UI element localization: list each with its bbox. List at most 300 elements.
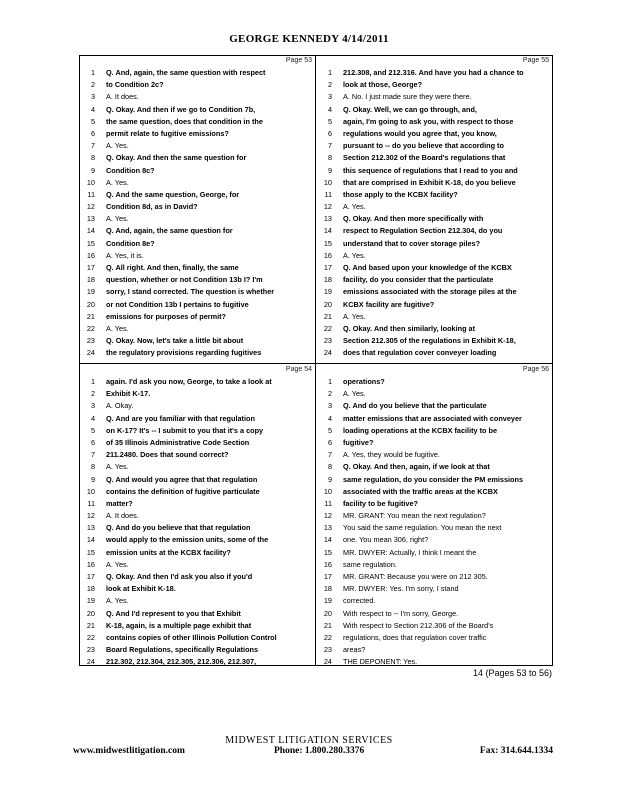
line-text: A. Yes.: [106, 559, 129, 569]
line-text: A. Yes, it is.: [106, 250, 144, 260]
line-number: 21: [323, 311, 332, 321]
line-text: Q. And do you believe that that regulation: [106, 523, 251, 533]
line-number: 18: [86, 275, 95, 285]
transcript-line: [316, 299, 553, 311]
line-text: emission units at the KCBX facility?: [106, 547, 231, 557]
line-text: Q. And are you familiar with that regulation: [106, 413, 255, 423]
line-number: 2: [327, 80, 332, 90]
transcript-line: [316, 413, 553, 425]
transcript-line: [79, 189, 316, 201]
line-text: one. You mean 306, right?: [343, 535, 429, 545]
line-number: 10: [323, 177, 332, 187]
transcript-line: [79, 437, 316, 449]
transcript-line: [316, 177, 553, 189]
line-text: facility to be fugitive?: [343, 498, 419, 508]
line-text: Q. Okay. And then I'd ask you also if you'd: [106, 572, 253, 581]
transcript-line: [79, 559, 316, 571]
line-text: Q. Okay. Well, we can go through, and,: [343, 104, 477, 114]
line-text: this sequence of regulations that I read to you and: [343, 165, 518, 175]
line-text: Q. And I'd represent to you that Exhibit: [106, 608, 241, 618]
line-text: A. Yes.: [106, 323, 129, 333]
transcript-line: [316, 376, 553, 388]
transcript-line: [316, 262, 553, 274]
line-number: 4: [90, 413, 95, 423]
transcript-line: [316, 461, 553, 473]
line-number: 16: [86, 250, 95, 260]
line-number: 2: [90, 389, 95, 399]
line-number: 19: [86, 287, 95, 297]
line-number: 15: [323, 547, 332, 557]
transcript-line: [316, 498, 553, 510]
line-number: 22: [323, 323, 332, 333]
transcript-line: [79, 116, 316, 128]
line-number: 11: [87, 189, 95, 199]
line-text: Exhibit K-17.: [106, 389, 151, 399]
transcript-line: [316, 311, 553, 323]
line-text: corrected.: [343, 596, 376, 606]
line-text: the regulatory provisions regarding fugitives: [106, 348, 262, 358]
line-number: 9: [90, 165, 95, 175]
line-number: 7: [327, 141, 332, 151]
line-text: those apply to the KCBX facility?: [343, 189, 458, 199]
line-text: A. Yes.: [343, 389, 366, 399]
transcript-line: [316, 644, 553, 656]
transcript-line: [79, 534, 316, 546]
transcript-line: [79, 376, 316, 388]
transcript-line: [79, 311, 316, 323]
transcript-line: [316, 437, 553, 449]
line-number: 14: [86, 535, 95, 545]
line-number: 23: [323, 336, 332, 346]
line-text: 212.302, 212.304, 212.305, 212.306, 212.307,: [106, 657, 257, 667]
line-number: 13: [86, 523, 95, 533]
transcript-line: [316, 534, 553, 546]
line-number: 8: [327, 462, 332, 472]
line-number: 3: [90, 92, 95, 102]
line-number: 17: [86, 263, 95, 272]
transcript-line: [316, 388, 553, 400]
line-text: would apply to the emission units, some of the: [106, 535, 269, 545]
line-number: 24: [86, 657, 95, 667]
transcript-line: [316, 547, 553, 559]
line-number: 15: [86, 547, 95, 557]
transcript-line: [79, 474, 316, 486]
line-text: operations?: [343, 377, 385, 386]
line-text: permit relate to fugitive emissions?: [106, 128, 229, 138]
transcript-line: [79, 595, 316, 607]
transcript-line: [79, 128, 316, 140]
line-text: pursuant to -- do you believe that according to: [343, 141, 504, 151]
transcript-line: [316, 165, 553, 177]
transcript-line: [79, 140, 316, 152]
website-link[interactable]: www.midwestlitigation.com: [73, 746, 185, 756]
line-number: 5: [90, 425, 95, 435]
transcript-line: [79, 461, 316, 473]
line-number: 10: [86, 486, 95, 496]
line-number: 1: [327, 377, 332, 386]
transcript-line: [316, 91, 553, 103]
line-number: 13: [323, 523, 332, 533]
line-number: 8: [90, 462, 95, 472]
transcript-line: [79, 335, 316, 347]
transcript-line: [79, 620, 316, 632]
transcript-line: [316, 510, 553, 522]
line-number: 3: [327, 401, 332, 411]
line-text: A. Yes.: [106, 214, 129, 224]
transcript-line: [79, 425, 316, 437]
transcript-line: [79, 498, 316, 510]
transcript-line: [79, 299, 316, 311]
line-text: respect to Regulation Section 212.304, do you: [343, 226, 503, 236]
line-text: associated with the traffic areas at the KCBX: [343, 486, 498, 496]
line-number: 11: [87, 498, 95, 508]
transcript-line: [316, 323, 553, 335]
line-text: look at those, George?: [343, 80, 423, 90]
line-number: 22: [86, 632, 95, 642]
line-number: 24: [323, 348, 332, 358]
line-text: Q. And the same question, George, for: [106, 189, 240, 199]
line-text: matter emissions that are associated with conveyer: [343, 413, 522, 423]
transcript-line: [316, 79, 553, 91]
line-number: 9: [327, 474, 332, 484]
line-number: 20: [323, 299, 332, 309]
line-text: You said the same regulation. You mean the next: [343, 523, 502, 533]
transcript-line: [316, 104, 553, 116]
line-number: 22: [86, 323, 95, 333]
line-number: 8: [90, 153, 95, 163]
line-number: 4: [327, 104, 332, 114]
line-text: A. Yes, they would be fugitive.: [343, 450, 440, 460]
line-text: loading operations at the KCBX facility to be: [343, 425, 498, 435]
transcript-line: [79, 165, 316, 177]
line-number: 20: [86, 608, 95, 618]
line-text: emissions for purposes of permit?: [106, 311, 227, 321]
line-text: fugitive?: [343, 437, 374, 447]
line-text: K-18, again, is a multiple page exhibit that: [106, 620, 252, 630]
line-text: A. Yes.: [106, 596, 129, 606]
line-number: 21: [323, 620, 332, 630]
transcript-line: [79, 510, 316, 522]
page-label: Page 54: [285, 366, 312, 373]
line-text: the same question, does that condition in the: [106, 116, 263, 126]
line-number: 22: [323, 632, 332, 642]
line-number: 5: [327, 425, 332, 435]
transcript-lines: [79, 376, 316, 669]
transcript-line: [79, 286, 316, 298]
transcript-line: [79, 250, 316, 262]
line-number: 6: [327, 128, 332, 138]
line-number: 6: [90, 128, 95, 138]
line-number: 11: [324, 498, 332, 508]
transcript-line: [316, 486, 553, 498]
line-text: Q. And, again, the same question with respect: [106, 68, 266, 77]
line-text: Q. And, again, the same question for: [106, 226, 233, 236]
line-number: 24: [86, 348, 95, 358]
line-text: MR. GRANT: You mean the next regulation?: [343, 511, 486, 521]
transcript-line: [316, 250, 553, 262]
transcript-line: [79, 274, 316, 286]
transcript-line: [79, 104, 316, 116]
line-text: sorry, I stand corrected. The question is whether: [106, 287, 275, 297]
transcript-line: [79, 213, 316, 225]
line-number: 4: [327, 413, 332, 423]
line-number: 12: [86, 511, 95, 521]
line-number: 24: [323, 657, 332, 667]
line-text: 212.308, and 212.316. And have you had a chance to: [343, 68, 524, 77]
line-text: contains the definition of fugitive particulate: [106, 486, 260, 496]
line-number: 6: [327, 437, 332, 447]
line-number: 12: [323, 511, 332, 521]
line-number: 7: [327, 450, 332, 460]
company-name: MIDWEST LITIGATION SERVICES: [225, 735, 393, 746]
transcript-line: [316, 238, 553, 250]
transcript-line: [316, 595, 553, 607]
transcript-line: [79, 632, 316, 644]
line-number: 20: [86, 299, 95, 309]
transcript-line: [316, 656, 553, 668]
transcript-line: [316, 201, 553, 213]
line-number: 17: [86, 572, 95, 581]
line-text: A. Okay.: [106, 401, 134, 411]
line-text: MR. DWYER: Yes. I'm sorry, I stand: [343, 584, 459, 594]
line-text: or not Condition 13b I pertains to fugitive: [106, 299, 249, 309]
line-text: Q. All right. And then, finally, the same: [106, 263, 239, 272]
line-number: 11: [324, 189, 332, 199]
line-text: Q. And based upon your knowledge of the KCBX: [343, 263, 512, 272]
line-text: areas?: [343, 645, 366, 655]
line-number: 18: [323, 584, 332, 594]
transcript-line: [316, 425, 553, 437]
transcript-line: [316, 632, 553, 644]
line-number: 13: [323, 214, 332, 224]
transcript-lines: [316, 376, 553, 669]
line-number: 19: [323, 596, 332, 606]
transcript-line: [316, 559, 553, 571]
line-text: same regulation.: [343, 559, 397, 569]
line-text: Q. Okay. And then, again, if we look at that: [343, 462, 490, 472]
transcript-page-55: [316, 55, 553, 363]
line-text: contains copies of other Illinois Pollution Control: [106, 632, 277, 642]
transcript-line: [316, 522, 553, 534]
line-number: 13: [86, 214, 95, 224]
transcript-line: [316, 67, 553, 79]
transcript-line: [316, 608, 553, 620]
line-number: 6: [90, 437, 95, 447]
line-text: Q. Okay. And then the same question for: [106, 153, 247, 163]
line-text: Condition 8d, as in David?: [106, 202, 198, 212]
line-number: 17: [323, 263, 332, 272]
line-text: Q. Okay. And then if we go to Condition 7b,: [106, 104, 256, 114]
transcript-line: [316, 189, 553, 201]
line-text: same regulation, do you consider the PM emissions: [343, 474, 524, 484]
transcript-line: [79, 583, 316, 595]
line-text: of 35 Illinois Administrative Code Section: [106, 437, 250, 447]
transcript-line: [79, 388, 316, 400]
line-text: Section 212.302 of the Board's regulations that: [343, 153, 506, 163]
line-text: KCBX facility are fugitive?: [343, 299, 435, 309]
line-text: Condition 8e?: [106, 238, 155, 248]
line-text: Q. Okay. And then more specifically with: [343, 214, 484, 224]
line-number: 3: [327, 92, 332, 102]
transcript-line: [79, 79, 316, 91]
line-number: 8: [327, 153, 332, 163]
transcript-line: [79, 201, 316, 213]
transcript-line: [79, 400, 316, 412]
line-text: A. Yes.: [106, 177, 129, 187]
line-text: A. Yes.: [106, 462, 129, 472]
line-number: 23: [323, 645, 332, 655]
line-number: 10: [86, 177, 95, 187]
line-number: 21: [86, 620, 95, 630]
transcript-line: [316, 213, 553, 225]
line-text: A. Yes.: [343, 202, 366, 212]
transcript-line: [316, 152, 553, 164]
transcript-line: [79, 571, 316, 583]
transcript-page-53: [79, 55, 316, 363]
transcript-page-54: [79, 364, 316, 672]
line-number: 14: [86, 226, 95, 236]
transcript-line: [316, 274, 553, 286]
transcript-line: [316, 335, 553, 347]
transcript-line: [316, 225, 553, 237]
line-text: on K-17? It's -- I submit to you that it's a copy: [106, 425, 264, 435]
line-number: 15: [323, 238, 332, 248]
page-label: Page 55: [522, 57, 549, 64]
line-text: emissions associated with the storage piles at the: [343, 287, 517, 297]
transcript-lines: [79, 67, 316, 360]
line-number: 19: [323, 287, 332, 297]
line-text: MR. DWYER: Actually, I think I meant the: [343, 547, 477, 557]
line-number: 18: [86, 584, 95, 594]
line-text: Q. Okay. Now, let's take a little bit about: [106, 336, 244, 346]
transcript-lines: [316, 67, 553, 360]
line-text: Q. And would you agree that that regulation: [106, 474, 258, 484]
line-number: 3: [90, 401, 95, 411]
line-text: Condition 8c?: [106, 165, 155, 175]
transcript-line: [79, 656, 316, 668]
transcript-line: [316, 128, 553, 140]
transcript-line: [79, 547, 316, 559]
line-number: 19: [86, 596, 95, 606]
line-text: that are comprised in Exhibit K-18, do you believe: [343, 177, 516, 187]
transcript-line: [316, 116, 553, 128]
line-number: 16: [323, 250, 332, 260]
line-number: 12: [323, 202, 332, 212]
line-text: Section 212.305 of the regulations in Exhibit K-18,: [343, 336, 516, 346]
line-text: With respect to -- I'm sorry, George.: [343, 608, 459, 618]
transcript-line: [79, 644, 316, 656]
line-text: 211.2480. Does that sound correct?: [106, 450, 229, 460]
transcript-line: [316, 620, 553, 632]
line-text: again, I'm going to ask you, with respect to those: [343, 116, 514, 126]
transcript-line: [79, 262, 316, 274]
transcript-line: [79, 91, 316, 103]
line-text: look at Exhibit K-18.: [106, 584, 176, 594]
line-number: 16: [323, 559, 332, 569]
transcript-line: [316, 347, 553, 359]
line-number: 20: [323, 608, 332, 618]
transcript-line: [316, 140, 553, 152]
phone-number: Phone: 1.800.280.3376: [274, 746, 365, 756]
line-number: 7: [90, 450, 95, 460]
line-number: 21: [86, 311, 95, 321]
line-number: 2: [327, 389, 332, 399]
line-number: 5: [90, 116, 95, 126]
line-text: understand that to cover storage piles?: [343, 238, 481, 248]
line-text: regulations, does that regulation cover traffic: [343, 632, 487, 642]
transcript-line: [79, 413, 316, 425]
line-number: 2: [90, 80, 95, 90]
line-text: regulations would you agree that, you know,: [343, 128, 497, 138]
transcript-line: [79, 486, 316, 498]
document-header-title: GEORGE KENNEDY 4/14/2011: [229, 33, 389, 45]
page-label: Page 53: [285, 57, 312, 64]
line-number: 16: [86, 559, 95, 569]
line-number: 9: [327, 165, 332, 175]
line-number: 23: [86, 645, 95, 655]
line-number: 1: [90, 68, 95, 77]
line-text: again. I'd ask you now, George, to take a look at: [106, 377, 272, 386]
transcript-line: [316, 571, 553, 583]
line-text: A. Yes.: [106, 141, 129, 151]
transcript-line: [79, 177, 316, 189]
transcript-line: [316, 286, 553, 298]
line-text: matter?: [106, 498, 133, 508]
line-text: A. It does.: [106, 92, 139, 102]
line-text: facility, do you consider that the particulate: [343, 275, 494, 285]
line-number: 1: [90, 377, 95, 386]
line-text: does that regulation cover conveyer loading: [343, 348, 497, 358]
line-number: 9: [90, 474, 95, 484]
line-text: A. Yes.: [343, 311, 366, 321]
line-number: 7: [90, 141, 95, 151]
line-text: to Condition 2c?: [106, 80, 164, 90]
transcript-line: [79, 608, 316, 620]
fax-number: Fax: 314.644.1334: [479, 746, 553, 756]
line-number: 12: [86, 202, 95, 212]
transcript-line: [79, 323, 316, 335]
transcript-line: [79, 347, 316, 359]
transcript-line: [79, 238, 316, 250]
line-text: Board Regulations, specifically Regulations: [106, 645, 259, 655]
line-number: 14: [323, 535, 332, 545]
line-number: 15: [86, 238, 95, 248]
line-text: A. Yes.: [343, 250, 366, 260]
page-range: 14 (Pages 53 to 56): [472, 668, 552, 678]
transcript-line: [316, 400, 553, 412]
transcript-line: [79, 67, 316, 79]
line-text: Q. Okay. And then similarly, looking at: [343, 323, 476, 333]
line-number: 5: [327, 116, 332, 126]
line-text: MR. GRANT: Because you were on 212 305.: [343, 572, 488, 581]
line-text: A. It does.: [106, 511, 139, 521]
transcript-line: [316, 449, 553, 461]
line-text: Q. And do you believe that the particulate: [343, 401, 487, 411]
line-text: question, whether or not Condition 13b I? I'm: [106, 275, 263, 285]
line-text: With respect to Section 212.306 of the Board's: [343, 620, 494, 630]
transcript-page-56: [316, 364, 553, 672]
line-number: 10: [323, 486, 332, 496]
line-number: 4: [90, 104, 95, 114]
transcript-line: [79, 152, 316, 164]
line-text: THE DEPONENT: Yes.: [343, 657, 418, 667]
line-number: 14: [323, 226, 332, 236]
line-text: A. No. I just made sure they were there.: [343, 92, 472, 102]
transcript-line: [316, 583, 553, 595]
line-number: 17: [323, 572, 332, 581]
transcript-line: [79, 225, 316, 237]
line-number: 1: [327, 68, 332, 77]
